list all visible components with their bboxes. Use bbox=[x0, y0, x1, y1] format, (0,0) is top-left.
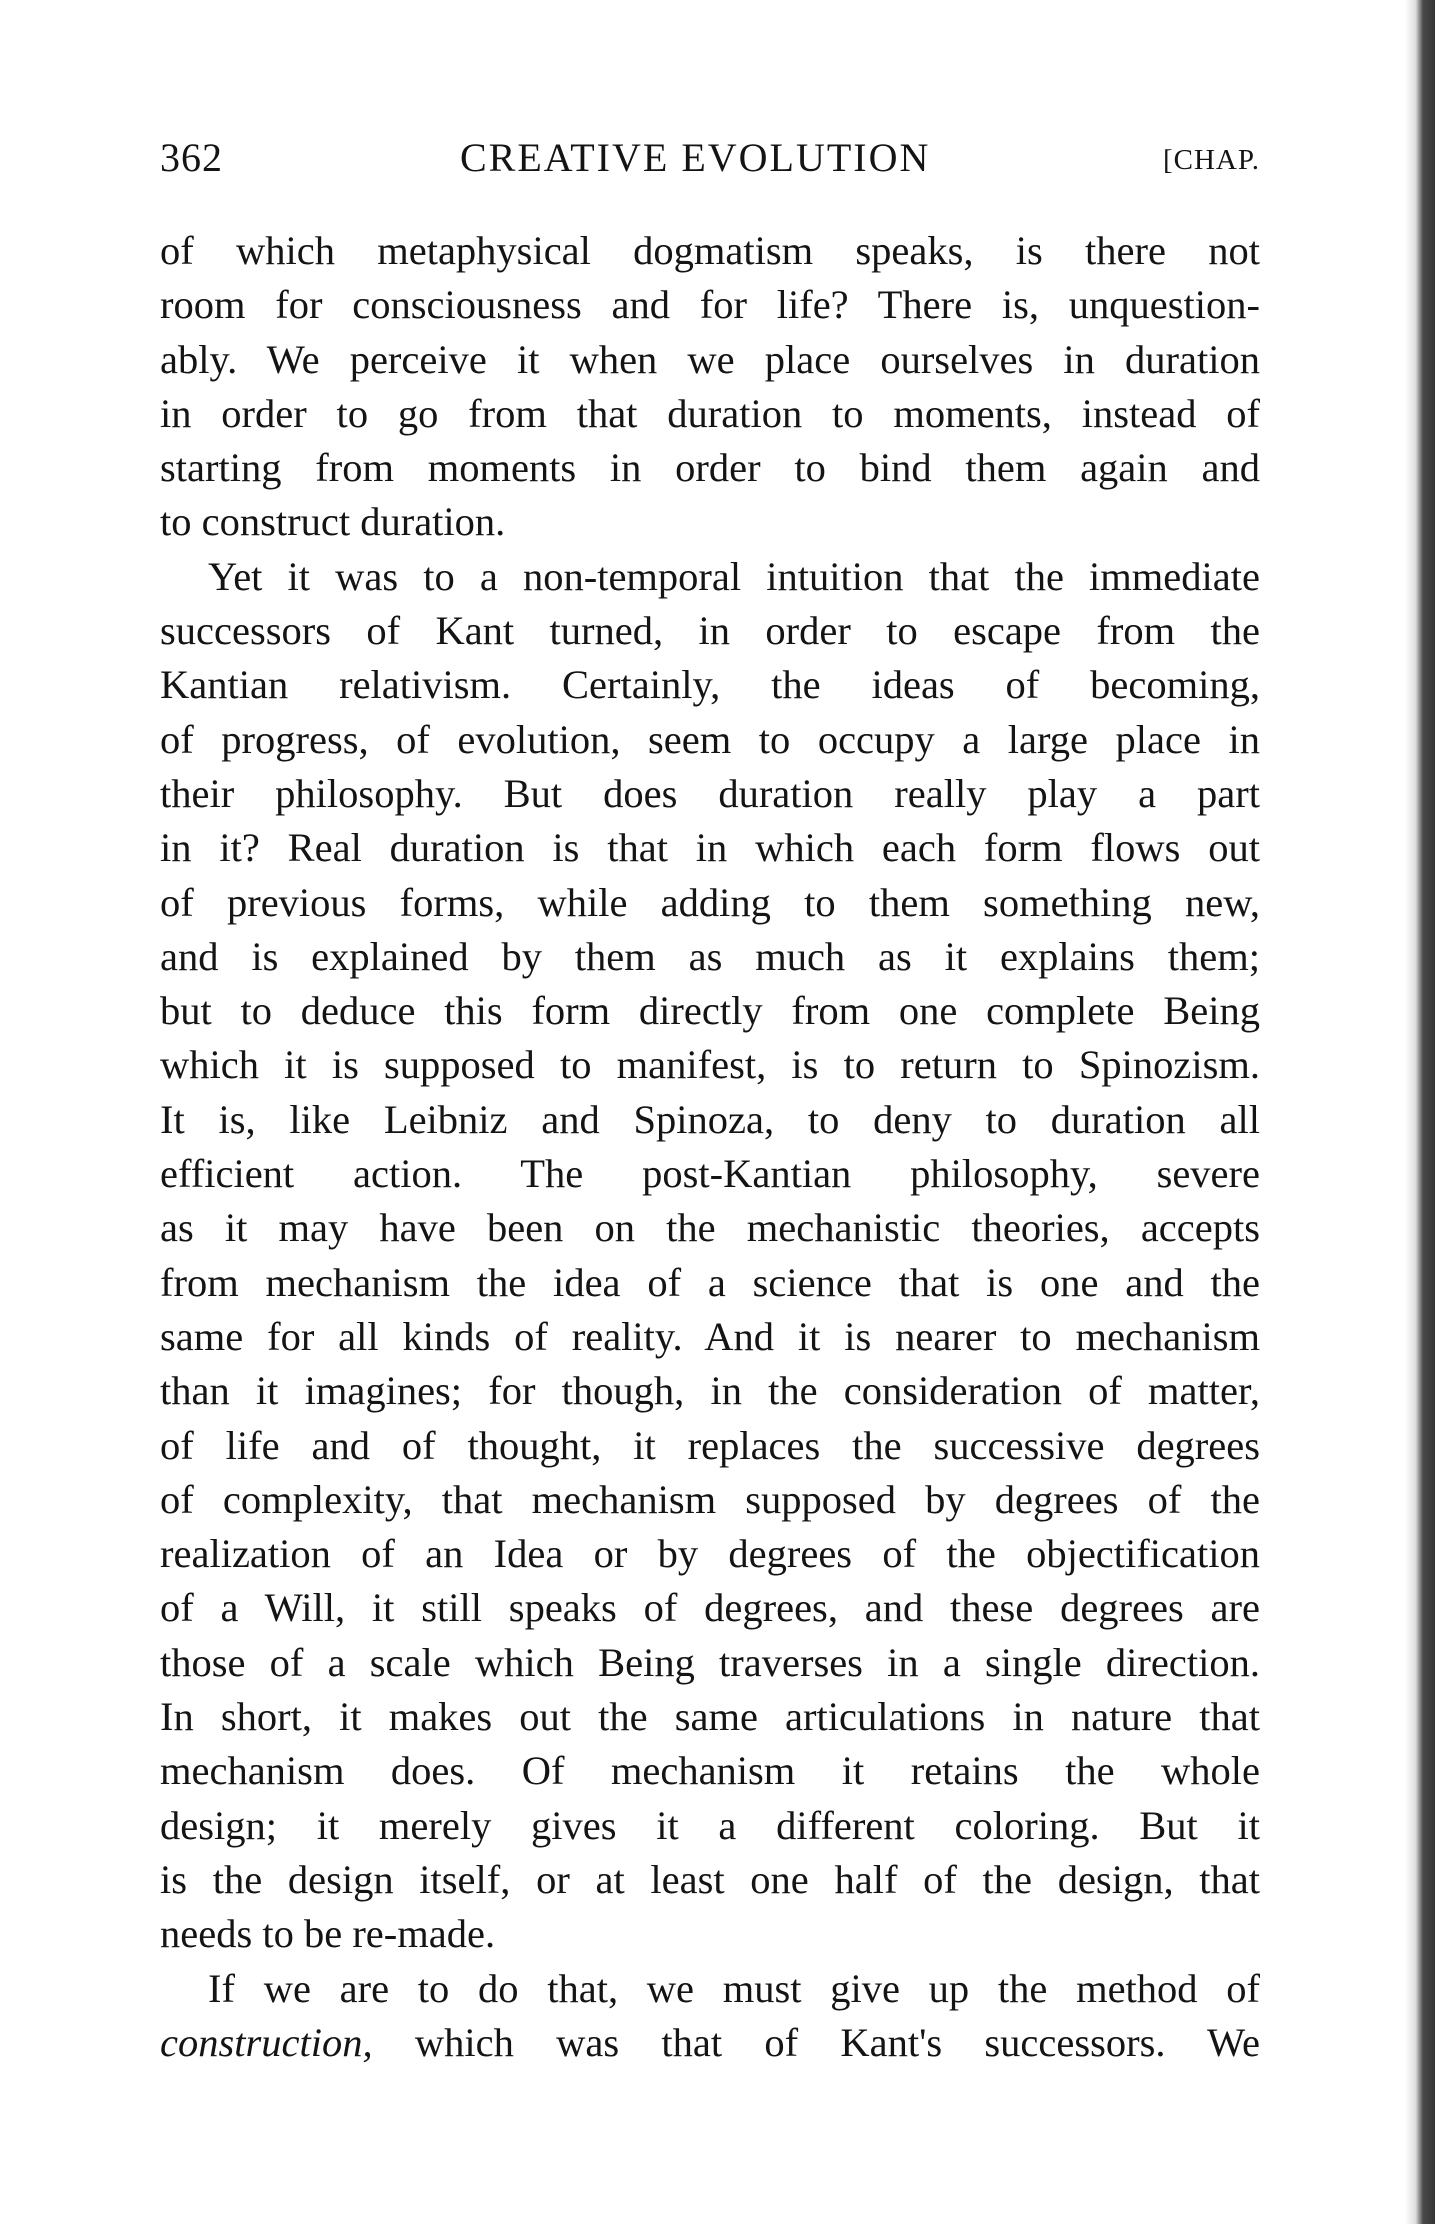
text-line: starting from moments in order to bind them again and bbox=[160, 445, 1260, 491]
text-line: is the design itself, or at least one half of the design, that bbox=[160, 1856, 1260, 1902]
text-line: of life and of thought, it replaces the successive degrees bbox=[160, 1422, 1260, 1468]
emphasized-word: construction, bbox=[160, 2019, 373, 2065]
text-line: of progress, of evolution, seem to occupy a large place in bbox=[160, 716, 1260, 762]
text-line: but to deduce this form directly from one complete Being bbox=[160, 988, 1260, 1034]
text-line: those of a scale which Being traverses in a single direction. bbox=[160, 1639, 1260, 1685]
text-line: their philosophy. But does duration really play a part bbox=[160, 770, 1260, 816]
text-line: to construct duration. bbox=[160, 499, 506, 545]
text-line: of a Will, it still speaks of degrees, and these degrees are bbox=[160, 1585, 1260, 1631]
text-line: same for all kinds of reality. And it is nearer to mechanism bbox=[160, 1313, 1260, 1359]
text-line: It is, like Leibniz and Spinoza, to deny to duration all bbox=[160, 1096, 1260, 1142]
body-text bbox=[160, 224, 1260, 2070]
text-line: of which metaphysical dogmatism speaks, is there not bbox=[160, 228, 1260, 273]
text-line: mechanism does. Of mechanism it retains the whole bbox=[160, 1748, 1260, 1794]
text-line: design; it merely gives it a different coloring. But it bbox=[160, 1802, 1260, 1848]
text-line: which it is supposed to manifest, is to return to Spinozism. bbox=[160, 1042, 1260, 1088]
text-line-rest: which was that of Kant's successors. We bbox=[414, 2019, 1260, 2065]
running-title: CREATIVE EVOLUTION bbox=[460, 135, 931, 180]
text-line: Yet it was to a non-temporal intuition that the immediate bbox=[208, 553, 1260, 599]
text-line: Kantian relativism. Certainly, the ideas of becoming, bbox=[160, 662, 1260, 708]
text-line: successors of Kant turned, in order to escape from the bbox=[160, 608, 1260, 654]
paragraph-3 bbox=[160, 1962, 1260, 2071]
text-line: room for consciousness and for life? There is, unquestion- bbox=[160, 282, 1260, 328]
text-line: efficient action. The post-Kantian philosophy, severe bbox=[160, 1151, 1260, 1197]
paragraph-2 bbox=[160, 550, 1260, 1962]
page-number: 362 bbox=[160, 135, 223, 180]
text-line: as it may have been on the mechanistic theories, accepts bbox=[160, 1205, 1260, 1251]
text-line: of previous forms, while adding to them something new, bbox=[160, 879, 1260, 925]
paragraph-1 bbox=[160, 224, 1260, 550]
text-line: In short, it makes out the same articulations in nature that bbox=[160, 1694, 1260, 1740]
text-line: of complexity, that mechanism supposed by degrees of the bbox=[160, 1476, 1260, 1522]
text-line: If we are to do that, we must give up the method of bbox=[208, 1965, 1260, 2011]
text-line: from mechanism the idea of a science that is one and the bbox=[160, 1259, 1260, 1305]
page-header bbox=[160, 128, 1260, 188]
text-line: than it imagines; for though, in the consideration of matter, bbox=[160, 1368, 1260, 1414]
text-line: needs to be re-made. bbox=[160, 1911, 496, 1957]
text-line: ably. We perceive it when we place ourselves in duration bbox=[160, 336, 1260, 382]
text-line: in it? Real duration is that in which each form flows out bbox=[160, 825, 1260, 871]
text-line: and is explained by them as much as it explains them; bbox=[160, 933, 1260, 979]
text-line: realization of an Idea or by degrees of the objectification bbox=[160, 1531, 1260, 1577]
chapter-tag: [CHAP. bbox=[1162, 144, 1260, 176]
text-line: in order to go from that duration to moments, instead of bbox=[160, 390, 1260, 436]
scan-edge-shadow bbox=[1405, 0, 1435, 2224]
text-line-final bbox=[160, 2016, 1260, 2070]
